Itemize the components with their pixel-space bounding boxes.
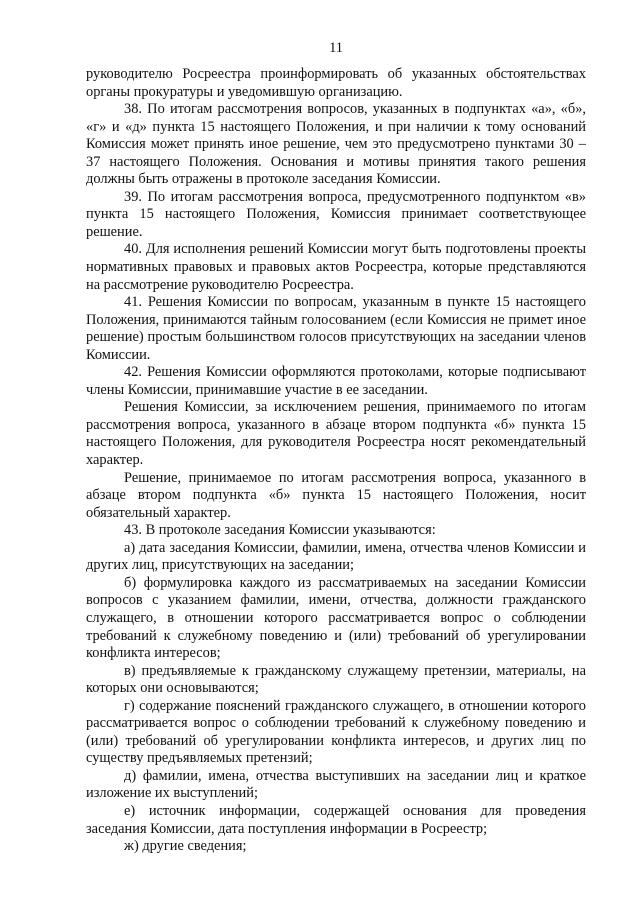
paragraph: г) содержание пояснений гражданского служащего, в отношении которого рассматривается вопрос о соблюдении требований к служебному поведению и (или) требований об урегулировании конфликта интересов, и других лиц по существу предъявляемых претензий;	[86, 697, 586, 767]
paragraph: е) источник информации, содержащей основания для проведения заседания Комиссии, дата поступления информации в Росреестр;	[86, 802, 586, 837]
paragraph: Решения Комиссии, за исключением решения, принимаемого по итогам рассмотрения вопроса, указанного в абзаце втором подпункта «б» пункта 15 настоящего Положения, для руководителя Росреестра носят рекомендательный характер.	[86, 399, 586, 469]
paragraph: 39. По итогам рассмотрения вопроса, предусмотренного подпунктом «в» пункта 15 настоящего Положения, Комиссия принимает соответствующее решение.	[86, 188, 586, 240]
paragraph: в) предъявляемые к гражданскому служащему претензии, материалы, на которых они основываются;	[86, 662, 586, 697]
paragraph: а) дата заседания Комиссии, фамилии, имена, отчества членов Комиссии и других лиц, присутствующих на заседании;	[86, 539, 586, 574]
paragraph: 40. Для исполнения решений Комиссии могут быть подготовлены проекты нормативных правовых и правовых актов Росреестра, которые представляются на рассмотрение руководителю Росреестра.	[86, 241, 586, 293]
document-body	[86, 66, 586, 856]
paragraph: 43. В протоколе заседания Комиссии указываются:	[124, 522, 436, 539]
paragraph: б) формулировка каждого из рассматриваемых на заседании Комиссии вопросов с указанием фамилии, имени, отчества, должности гражданского служащего, в отношении которого рассматривается вопрос о соблюдении требований к служебному поведению и (или) требований об урегулировании конфликта интересов;	[86, 574, 586, 662]
page-number: 11	[329, 40, 343, 56]
document-page	[86, 40, 586, 856]
paragraph: Решение, принимаемое по итогам рассмотрения вопроса, указанного в абзаце втором подпункта «б» пункта 15 настоящего Положения, носит обязательный характер.	[86, 469, 586, 521]
paragraph: д) фамилии, имена, отчества выступивших на заседании лиц и краткое изложение их выступлений;	[86, 767, 586, 802]
paragraph: ж) другие сведения;	[124, 838, 247, 855]
paragraph: руководителю Росреестра проинформировать об указанных обстоятельствах органы прокуратуры и уведомившую организацию.	[86, 66, 586, 100]
paragraph: 41. Решения Комиссии по вопросам, указанным в пункте 15 настоящего Положения, принимаются тайным голосованием (если Комиссия не примет иное решение) простым большинством голосов присутствующих на заседании членов Комиссии.	[86, 294, 586, 363]
paragraph: 38. По итогам рассмотрения вопросов, указанных в подпунктах «а», «б», «г» и «д» пункта 15 настоящего Положения, и при наличии к тому оснований Комиссия может принять иное решение, чем это предусмотрено пунктами 30 – 37 настоящего Положения. Основания и мотивы принятия такого решения должны быть отражены в протоколе заседания Комиссии.	[86, 101, 586, 188]
paragraph: 42. Решения Комиссии оформляются протоколами, которые подписывают члены Комиссии, принимавшие участие в ее заседании.	[86, 364, 586, 398]
